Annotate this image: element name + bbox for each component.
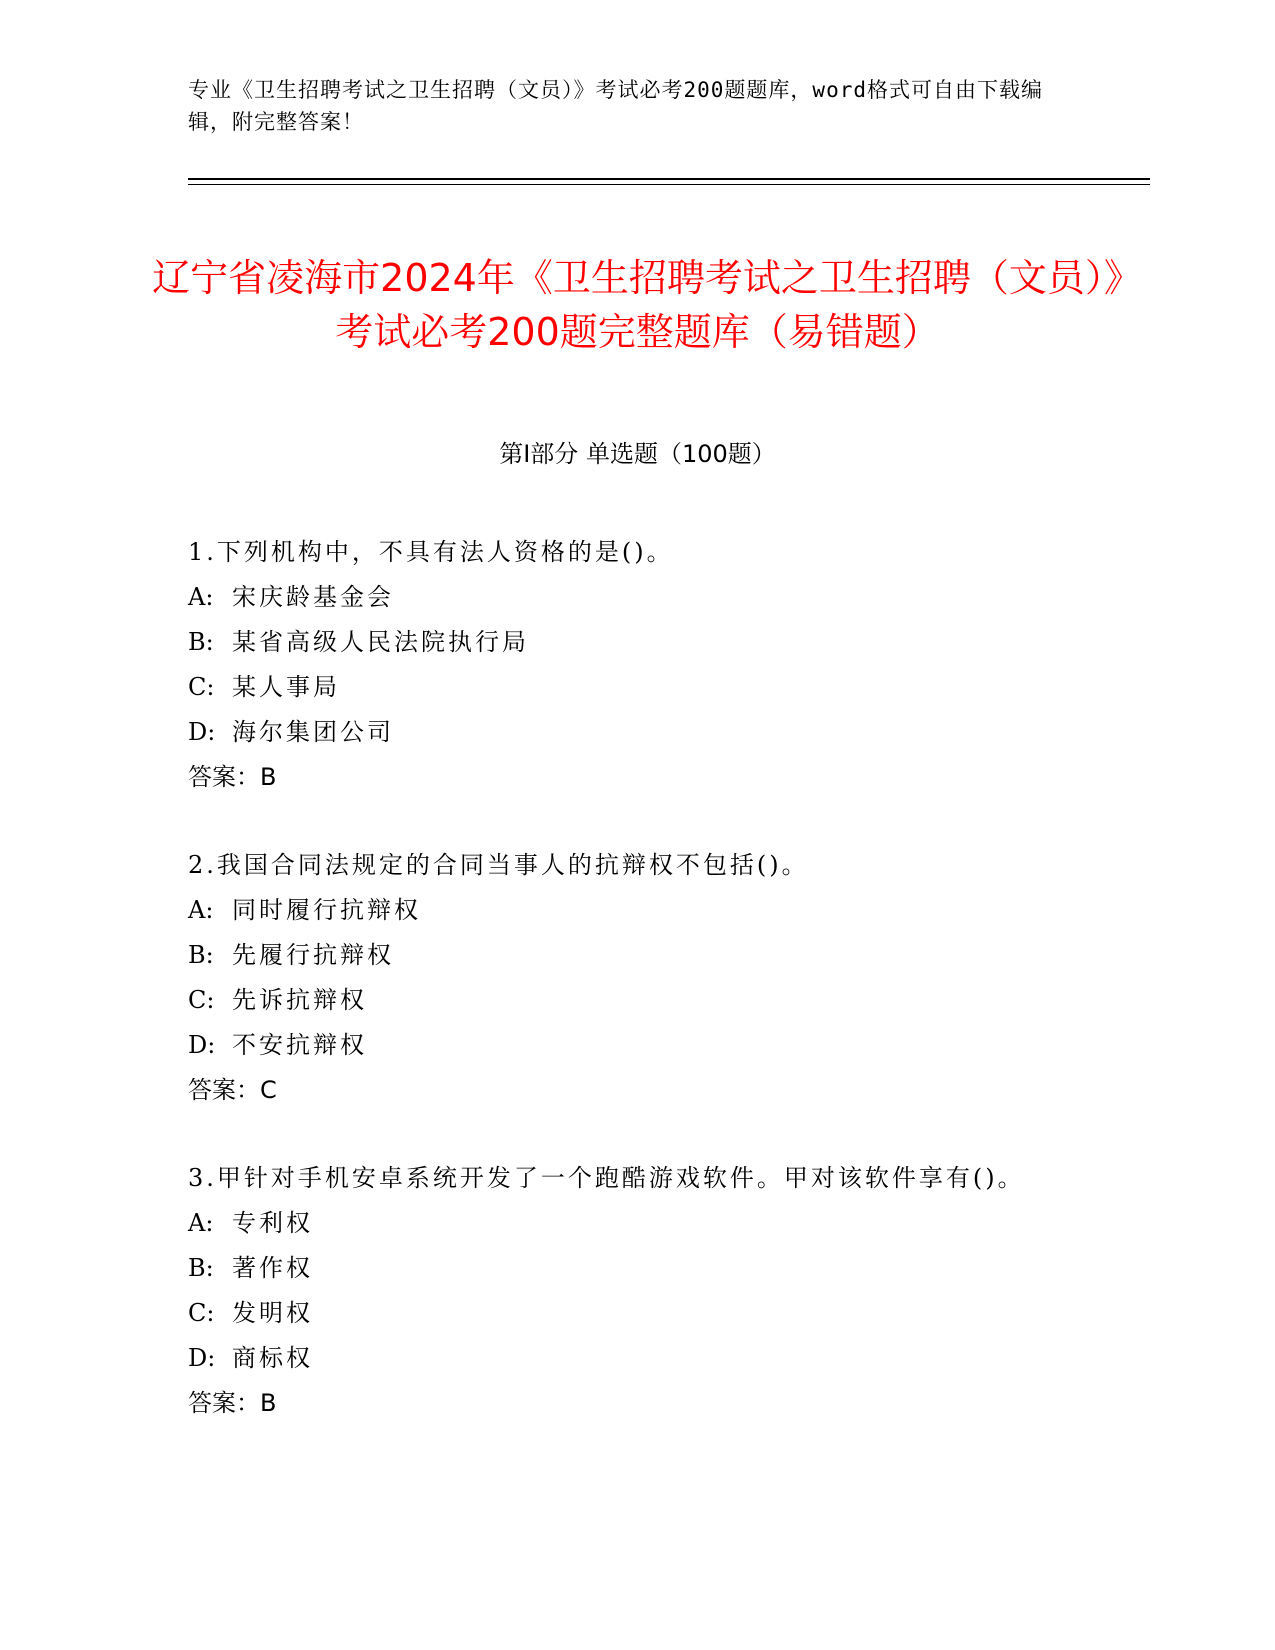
option-key: A: [188, 896, 214, 924]
option-key: A: [188, 1209, 214, 1237]
option-text: 同时履行抗辩权 [232, 896, 421, 924]
answer-label: 答案：B [188, 1389, 277, 1417]
option-d [188, 710, 1088, 755]
answer-label: 答案：B [188, 763, 277, 791]
header-divider-thick [188, 178, 1150, 180]
question-3 [188, 1156, 1088, 1426]
question-stem: 3.甲针对手机安卓系统开发了一个跑酷游戏软件。甲对该软件享有()。 [188, 1164, 1025, 1192]
option-text: 发明权 [232, 1299, 313, 1327]
option-text: 某省高级人民法院执行局 [232, 628, 529, 656]
option-a [188, 575, 1088, 620]
document-title: 辽宁省凌海市2024年《卫生招聘考试之卫生招聘（文员）》考试必考200题完整题库（易错题） [152, 256, 1123, 355]
option-key: D: [188, 718, 216, 746]
option-key: C: [188, 986, 215, 1014]
question-list [188, 530, 1088, 1469]
option-d [188, 1023, 1088, 1068]
option-text: 宋庆龄基金会 [232, 583, 394, 611]
option-text: 先诉抗辩权 [232, 986, 367, 1014]
option-b [188, 933, 1088, 978]
option-key: B: [188, 1254, 214, 1282]
option-key: A: [188, 583, 214, 611]
section-title: 第Ⅰ部分 单选题（100题） [499, 440, 776, 468]
option-b [188, 620, 1088, 665]
header-divider-thin [188, 184, 1150, 185]
option-key: D: [188, 1344, 216, 1372]
option-text: 先履行抗辩权 [232, 941, 394, 969]
question-stem: 1.下列机构中，不具有法人资格的是()。 [188, 538, 674, 566]
option-b [188, 1246, 1088, 1291]
option-text: 专利权 [232, 1209, 313, 1237]
question-1 [188, 530, 1088, 800]
option-key: C: [188, 1299, 215, 1327]
option-a [188, 888, 1088, 933]
option-text: 某人事局 [232, 673, 340, 701]
option-d [188, 1336, 1088, 1381]
answer-label: 答案：C [188, 1076, 277, 1104]
option-key: B: [188, 628, 214, 656]
option-key: D: [188, 1031, 216, 1059]
option-c [188, 978, 1088, 1023]
option-text: 商标权 [232, 1344, 313, 1372]
document-intro: 专业《卫生招聘考试之卫生招聘（文员）》考试必考200题题库，word格式可自由下载编辑，附完整答案！ [188, 78, 1043, 134]
option-text: 著作权 [232, 1254, 313, 1282]
option-c [188, 1291, 1088, 1336]
option-text: 不安抗辩权 [232, 1031, 367, 1059]
option-key: C: [188, 673, 215, 701]
option-c [188, 665, 1088, 710]
option-a [188, 1201, 1088, 1246]
question-stem: 2.我国合同法规定的合同当事人的抗辩权不包括()。 [188, 851, 809, 879]
option-key: B: [188, 941, 214, 969]
option-text: 海尔集团公司 [232, 718, 394, 746]
question-2 [188, 843, 1088, 1113]
